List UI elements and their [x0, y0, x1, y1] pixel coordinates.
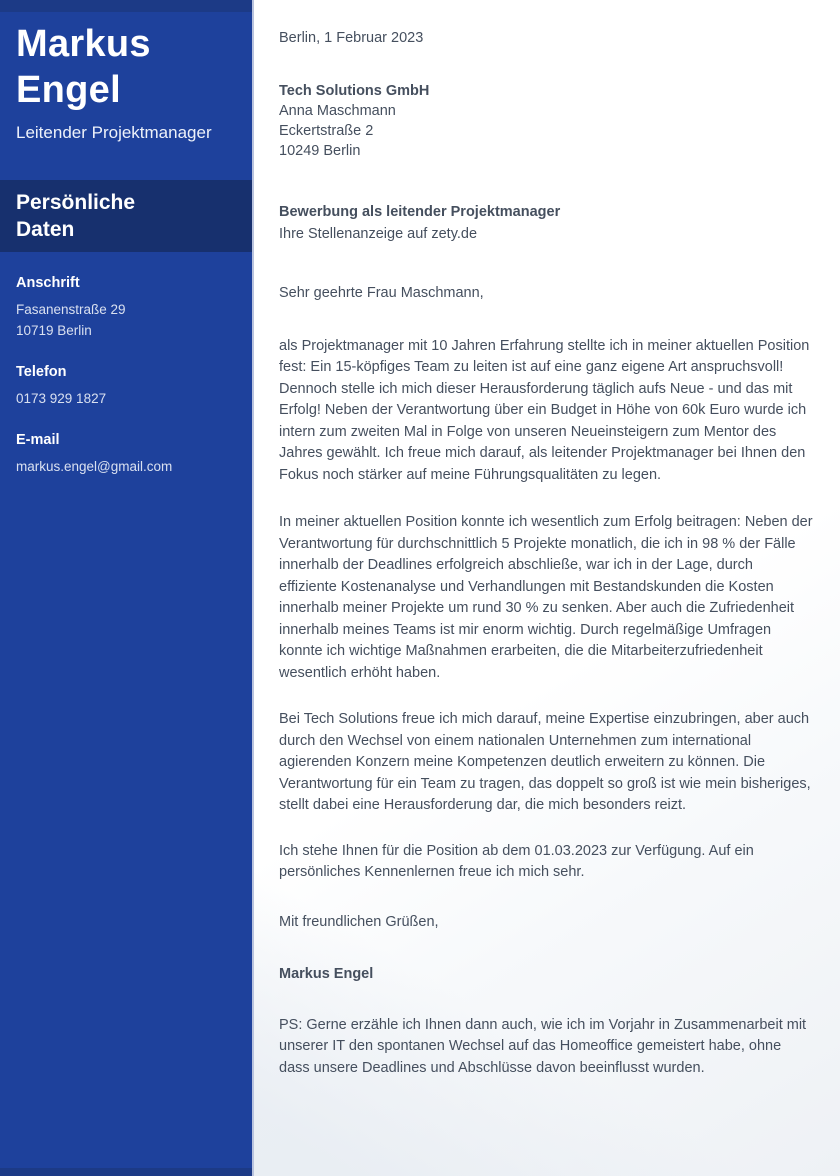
- sidebar-top-accent-bar: [0, 0, 252, 12]
- contact-value-phone: 0173 929 1827: [16, 391, 107, 406]
- contact-label-email: E-mail: [16, 432, 60, 448]
- subject-source-line: Ihre Stellenanzeige auf zety.de: [279, 226, 478, 242]
- letter-body: [254, 0, 840, 1176]
- recipient-name: Anna Maschmann: [279, 103, 396, 119]
- personal-data-section-band: [0, 180, 252, 252]
- recipient-city: 10249 Berlin: [279, 143, 361, 159]
- letter-content: [279, 28, 813, 1079]
- candidate-name: Markus Engel: [16, 23, 151, 111]
- subject-block: [279, 201, 813, 245]
- contact-label-anschrift: Anschrift: [16, 275, 80, 291]
- subject-line: Bewerbung als leitender Projektmanager: [279, 204, 561, 220]
- signature-name: Markus Engel: [279, 966, 374, 982]
- contact-value-email: markus.engel@gmail.com: [16, 459, 173, 474]
- date-line: Berlin, 1 Februar 2023: [279, 30, 424, 46]
- sidebar: [0, 0, 254, 1176]
- recipient-company: Tech Solutions GmbH: [279, 83, 430, 99]
- closing-line: Mit freundlichen Grüßen,: [279, 913, 439, 930]
- salutation: Sehr geehrte Frau Maschmann,: [279, 285, 484, 301]
- contact-label-telefon: Telefon: [16, 364, 67, 380]
- sidebar-bottom-accent-bar: [0, 1168, 252, 1176]
- contact-details: [0, 274, 252, 477]
- body-paragraph-3: Bei Tech Solutions freue ich mich darauf, meine Expertise einzubringen, aber auch durch den Wechsel von einem nationalen Unternehmen zum international agierenden Konzern meine Kompetenzen deutlich erweitern zu können. Die Verantwortung für ein Team zu tragen, das doppelt so groß ist wie mein bisheriges, stellt dabei eine Herausforderung dar, die mich besonders reizt.: [279, 711, 811, 813]
- recipient-block: [279, 81, 813, 161]
- contact-value-street: Fasanenstraße 29: [16, 302, 126, 317]
- contact-value-city: 10719 Berlin: [16, 323, 92, 338]
- body-paragraph-1: als Projektmanager mit 10 Jahren Erfahrung stellte ich in meiner aktuellen Position fest: Ein 15-köpfiges Team zu leiten ist auf eine ganz eigene Art anspruchsvoll! Dennoch stelle ich mich dieser Herausforderung täglich aufs Neue - und das mit Erfolg! Neben der Verantwortung über ein Budget in Höhe von 60k Euro wurde ich intern zum zweiten Mal in Folge von unseren Neueinsteigern zum Mentor des Jahres gewählt. Ich freue mich darauf, als leitender Projektmanager bei Ihnen den Fokus noch stärker auf meine Führungsqualitäten zu legen.: [279, 337, 810, 483]
- body-paragraph-4: Ich stehe Ihnen für die Position ab dem 01.03.2023 zur Verfügung. Auf ein persönliches Kennenlernen freue ich mich sehr.: [279, 842, 754, 880]
- body-paragraph-2: In meiner aktuellen Position konnte ich wesentlich zum Erfolg beitragen: Neben der Verantwortung für durchschnittlich 5 Projekte monatlich, die ich in 98 % der Fälle innerhalb der Deadlines erfolgreich abschließe, war ich in der Lage, durch effiziente Kostenanalyse und Verhandlungen mit Bestandskunden die Kosten innerhalb meiner Projekte um rund 30 % zu senken. Aber auch die Zufriedenheit innerhalb meines Teams ist mir enorm wichtig. Durch regelmäßige Umfragen konnte ich wichtige Maßnahmen erarbeiten, die die Mitarbeiterzufriedenheit wesentlich erhöht haben.: [279, 514, 813, 681]
- candidate-job-title: Leitender Projektmanager: [16, 123, 212, 142]
- recipient-street: Eckertstraße 2: [279, 123, 374, 139]
- postscript: PS: Gerne erzähle ich Ihnen dann auch, wie ich im Vorjahr in Zusammenarbeit mit unserer IT den spontanen Wechsel auf das Homeoffice gemeistert habe, ohne dass unsere Deadlines und Abschlüsse davon beeinflusst wurden.: [279, 1016, 807, 1076]
- personal-data-section-title: Persönliche Daten: [16, 191, 136, 241]
